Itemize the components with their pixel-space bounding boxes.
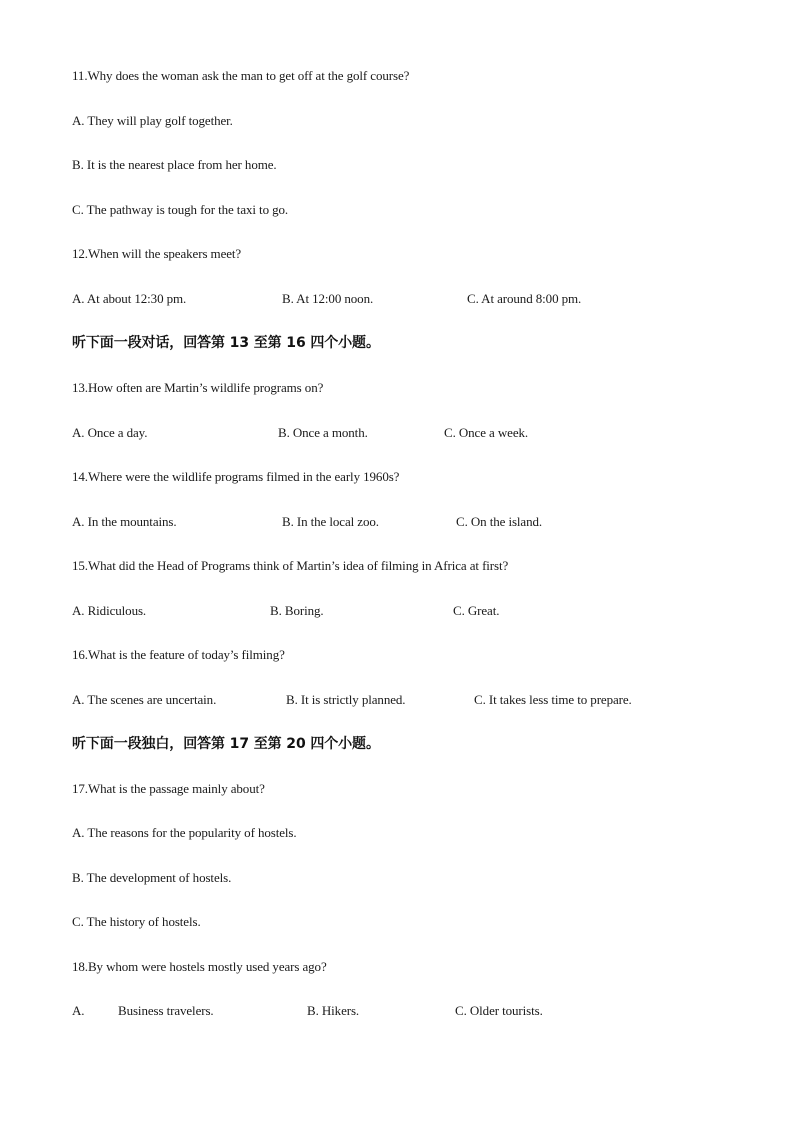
- question-12-option-c: C. At around 8:00 pm.: [467, 291, 582, 306]
- question-18-option-b: B. Hikers.: [307, 1003, 360, 1018]
- question-13-option-a: A. Once a day.: [72, 425, 148, 440]
- question-17-stem: 17.What is the passage mainly about?: [72, 781, 265, 796]
- question-18-option-c: C. Older tourists.: [455, 1003, 543, 1018]
- question-12-options: [72, 289, 732, 309]
- question-12-option-a: A. At about 12:30 pm.: [72, 291, 187, 306]
- question-14-options: [72, 512, 732, 532]
- question-12-stem: 12.When will the speakers meet?: [72, 246, 242, 261]
- question-16-options: [72, 690, 732, 710]
- question-13-option-b: B. Once a month.: [278, 425, 368, 440]
- question-14-stem: 14.Where were the wildlife programs filmed in the early 1960s?: [72, 469, 400, 484]
- question-16-option-c: C. It takes less time to prepare.: [474, 692, 632, 707]
- question-18-option-a-label: A.: [72, 1003, 85, 1018]
- question-15-stem: 15.What did the Head of Programs think of Martin’s idea of filming in Africa at first?: [72, 558, 509, 573]
- question-14-option-a: A. In the mountains.: [72, 514, 177, 529]
- question-15-options: [72, 601, 732, 621]
- question-15-option-b: B. Boring.: [270, 603, 324, 618]
- question-13-options: [72, 423, 732, 443]
- question-16-stem: 16.What is the feature of today’s filming?: [72, 647, 285, 662]
- question-11-option-b: B. It is the nearest place from her home.: [72, 157, 277, 172]
- question-11-option-c: C. The pathway is tough for the taxi to go.: [72, 202, 289, 217]
- question-15-option-c: C. Great.: [453, 603, 500, 618]
- question-11-option-a: A. They will play golf together.: [72, 113, 233, 128]
- question-14-option-b: B. In the local zoo.: [282, 514, 379, 529]
- question-11-stem: 11.Why does the woman ask the man to get off at the golf course?: [72, 68, 410, 83]
- question-13-option-c: C. Once a week.: [444, 425, 529, 440]
- question-14-option-c: C. On the island.: [456, 514, 543, 529]
- question-18-option-a: Business travelers.: [118, 1003, 214, 1018]
- question-17-option-c: C. The history of hostels.: [72, 914, 201, 929]
- question-18-stem: 18.By whom were hostels mostly used years ago?: [72, 959, 327, 974]
- question-12-option-b: B. At 12:00 noon.: [282, 291, 374, 306]
- question-16-option-b: B. It is strictly planned.: [286, 692, 406, 707]
- question-15-option-a: A. Ridiculous.: [72, 603, 147, 618]
- question-17-option-a: A. The reasons for the popularity of hostels.: [72, 825, 297, 840]
- question-16-option-a: A. The scenes are uncertain.: [72, 692, 217, 707]
- question-17-option-b: B. The development of hostels.: [72, 870, 232, 885]
- question-13-stem: 13.How often are Martin’s wildlife programs on?: [72, 380, 324, 395]
- section-heading-dialogue: 听下面一段对话，回答第 13 至第 16 四个小题。: [72, 335, 380, 351]
- section-heading-monologue: 听下面一段独白，回答第 17 至第 20 四个小题。: [72, 736, 380, 752]
- question-18-options: [72, 1001, 732, 1021]
